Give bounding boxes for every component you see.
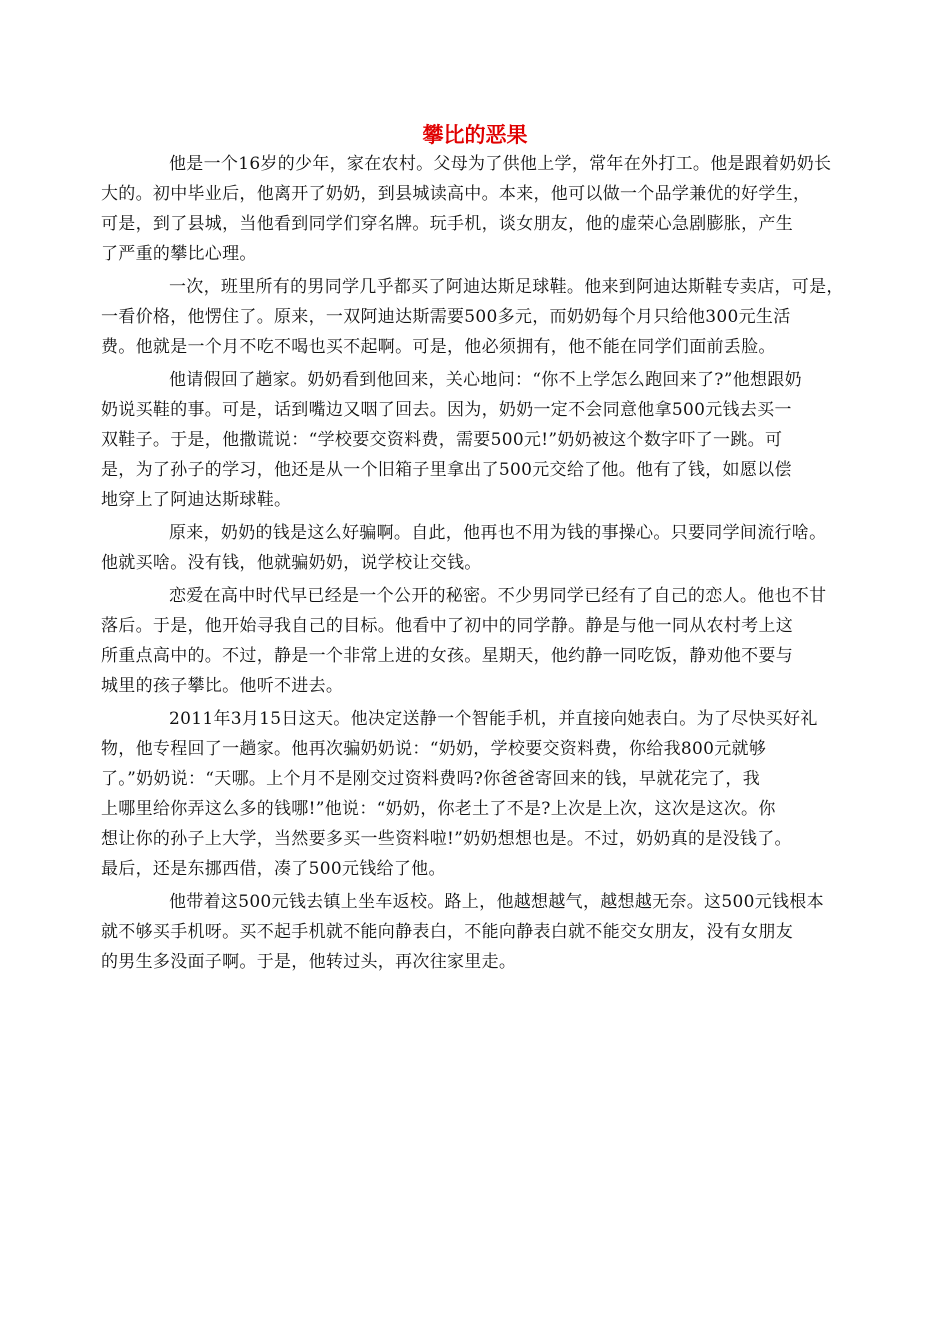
text-line: 了严重的攀比心理。 xyxy=(101,244,257,264)
document-body xyxy=(101,149,844,980)
text-line: 大的。初中毕业后，他离开了奶奶，到县城读高中。本来，他可以做一个品学兼优的好学生， xyxy=(101,184,811,204)
text-line: 原来，奶奶的钱是这么好骗啊。自此，他再也不用为钱的事操心。只要同学间流行啥。 xyxy=(169,523,827,543)
text-line: 他就买啥。没有钱，他就骗奶奶，说学校让交钱。 xyxy=(101,553,482,573)
paragraph xyxy=(101,149,832,269)
text-line: 上哪里给你弄这么多的钱哪!”他说：“奶奶，你老土了不是?上次是上次，这次是这次。你 xyxy=(101,799,776,819)
text-line: 费。他就是一个月不吃不喝也买不起啊。可是，他必须拥有，他不能在同学们面前丢脸。 xyxy=(101,337,776,357)
text-line: 可是，到了县城，当他看到同学们穿名牌。玩手机，谈女朋友，他的虚荣心急剧膨胀，产生 xyxy=(101,214,793,234)
text-line: 恋爱在高中时代早已经是一个公开的秘密。不少男同学已经有了自己的恋人。他也不甘 xyxy=(169,586,827,606)
text-line: 一看价格，他愣住了。原来，一双阿迪达斯需要500多元，而奶奶每个月只给他300元生活 xyxy=(101,307,791,327)
text-line: 是，为了孙子的学习，他还是从一个旧箱子里拿出了500元交给了他。他有了钱，如愿以偿 xyxy=(101,460,792,480)
paragraph xyxy=(101,581,827,701)
paragraph xyxy=(101,887,825,977)
text-line: 落后。于是，他开始寻我自己的目标。他看中了初中的同学静。静是与他一同从农村考上这 xyxy=(101,616,793,636)
text-line: 物，他专程回了一趟家。他再次骗奶奶说：“奶奶，学校要交资料费，你给我800元就够 xyxy=(101,739,767,759)
paragraph xyxy=(101,518,827,578)
text-line: 他请假回了趟家。奶奶看到他回来，关心地问：“你不上学怎么跑回来了?”他想跟奶 xyxy=(169,370,802,390)
text-line: 2011年3月15日这天。他决定送静一个智能手机，并直接向她表白。为了尽快买好礼 xyxy=(169,709,818,729)
text-line: 地穿上了阿迪达斯球鞋。 xyxy=(101,490,292,510)
text-line: 一次，班里所有的男同学几乎都买了阿迪达斯足球鞋。他来到阿迪达斯鞋专卖店，可是， xyxy=(169,277,844,297)
text-line: 双鞋子。于是，他撒谎说：“学校要交资料费，需要500元!”奶奶被这个数字吓了一跳。可 xyxy=(101,430,783,450)
text-line: 的男生多没面子啊。于是，他转过头，再次往家里走。 xyxy=(101,952,517,972)
text-line: 想让你的孙子上大学，当然要多买一些资料啦!”奶奶想想也是。不过，奶奶真的是没钱了。 xyxy=(101,829,792,849)
paragraph xyxy=(101,272,844,362)
text-line: 城里的孩子攀比。他听不进去。 xyxy=(101,676,344,696)
text-line: 奶说买鞋的事。可是，话到嘴边又咽了回去。因为，奶奶一定不会同意他拿500元钱去买一 xyxy=(101,400,792,420)
text-line: 最后，还是东挪西借，凑了500元钱给了他。 xyxy=(101,859,446,879)
text-line: 就不够买手机呀。买不起手机就不能向静表白，不能向静表白就不能交女朋友，没有女朋友 xyxy=(101,922,793,942)
document-title: 攀比的恶果 xyxy=(422,123,528,147)
text-line: 他带着这500元钱去镇上坐车返校。路上，他越想越气，越想越无奈。这500元钱根本 xyxy=(169,892,824,912)
paragraph xyxy=(101,365,825,515)
paragraph xyxy=(101,704,825,884)
text-line: 他是一个16岁的少年，家在农村。父母为了供他上学，常年在外打工。他是跟着奶奶长 xyxy=(169,154,832,174)
text-line: 了。”奶奶说：“天哪。上个月不是刚交过资料费吗?你爸爸寄回来的钱，早就花完了，我 xyxy=(101,769,760,789)
text-line: 所重点高中的。不过，静是一个非常上进的女孩。星期天，他约静一同吃饭，静劝他不要与 xyxy=(101,646,793,666)
